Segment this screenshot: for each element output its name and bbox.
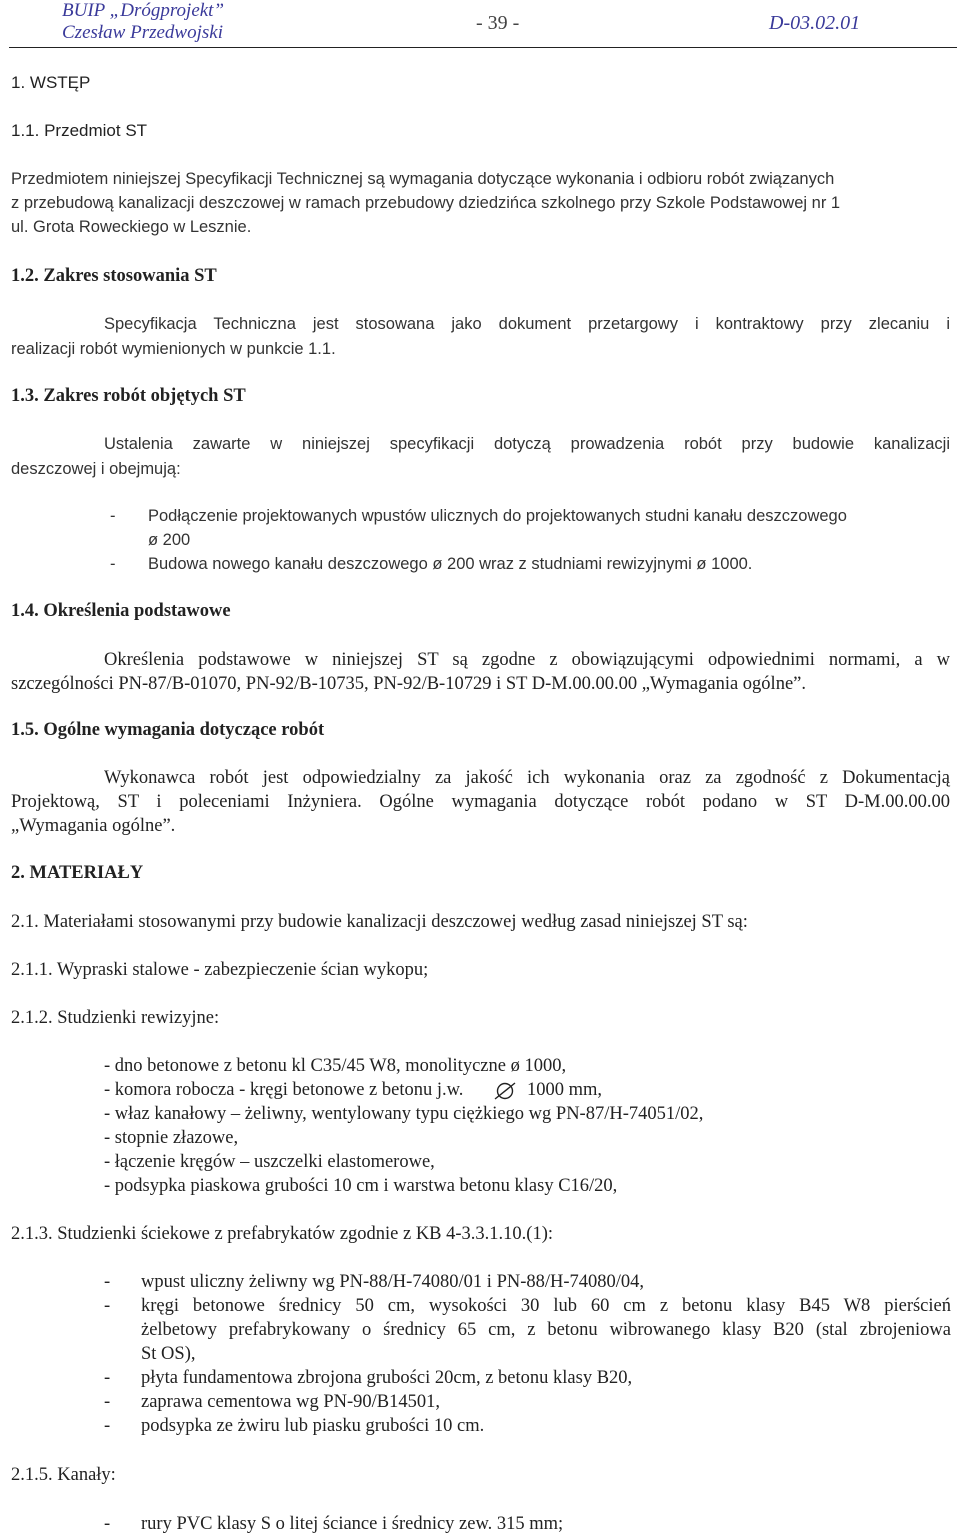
- list-dash: -: [110, 555, 116, 573]
- list-dash: -: [104, 1296, 111, 1316]
- list-item: płyta fundamentowa zbrojona grubości 20cm, z betonu klasy B20,: [141, 1368, 633, 1388]
- paragraph-1-5-line: Wykonawca robót jest odpowiedzialny za jakość ich wykonania oraz za zgodność z Dokumentacją: [104, 768, 950, 788]
- list-dash: -: [104, 1272, 111, 1292]
- paragraph-1-4-line: Określenia podstawowe w niniejszej ST są zgodne z obowiązującymi odpowiednimi normami, a w: [104, 650, 950, 670]
- header-divider: [9, 47, 957, 48]
- header-company: BUIP „Drógprojekt”: [62, 0, 225, 21]
- list-item: wpust uliczny żeliwny wg PN-88/H-74080/01 i PN-88/H-74080/04,: [141, 1272, 645, 1292]
- paragraph-1-1-line: Przedmiotem niniejszej Specyfikacji Technicznej są wymagania dotyczące wykonania i odbioru robót związanych: [11, 170, 835, 188]
- paragraph-1-4-line: szczególności PN-87/B-01070, PN-92/B-10735, PN-92/B-10729 i ST D-M.00.00.00 „Wymagania ogólne”.: [11, 674, 806, 694]
- list-dash: -: [104, 1416, 111, 1436]
- section-heading-1-2: 1.2. Zakres stosowania ST: [11, 266, 217, 286]
- list-item: 1000 mm,: [527, 1080, 603, 1100]
- list-item: rury PVC klasy S o litej ściance i średnicy zew. 315 mm;: [141, 1514, 564, 1534]
- list-item: - łączenie kręgów – uszczelki elastomerowe,: [104, 1152, 435, 1172]
- paragraph-1-1-line: ul. Grota Roweckiego w Lesznie.: [11, 218, 252, 236]
- paragraph-1-3-line: Ustalenia zawarte w niniejszej specyfikacji dotyczą prowadzenia robót przy budowie kanalizacji: [104, 435, 950, 453]
- paragraph-2-1-3: 2.1.3. Studzienki ściekowe z prefabrykatów zgodnie z KB 4-3.3.1.10.(1):: [11, 1224, 554, 1244]
- paragraph-1-5-line: Projektową, ST i poleceniami Inżyniera. Ogólne wymagania dotyczące robót podano w ST D-M.00.00.00: [11, 792, 950, 812]
- section-heading-1-5: 1.5. Ogólne wymagania dotyczące robót: [11, 720, 325, 740]
- list-dash: -: [104, 1392, 111, 1412]
- paragraph-1-5-line: „Wymagania ogólne”.: [11, 816, 176, 836]
- list-dash: -: [104, 1514, 111, 1534]
- list-item: zaprawa cementowa wg PN-90/B14501,: [141, 1392, 440, 1412]
- list-item: - właz kanałowy – żeliwny, wentylowany typu ciężkiego wg PN-87/H-74051/02,: [104, 1104, 704, 1124]
- paragraph-2-1-1: 2.1.1. Wypraski stalowe - zabezpieczenie ścian wykopu;: [11, 960, 429, 980]
- paragraph-1-3-line: deszczowej i obejmują:: [11, 460, 181, 478]
- list-item: - komora robocza - kręgi betonowe z betonu j.w.: [104, 1080, 464, 1100]
- section-heading-1-3: 1.3. Zakres robót objętych ST: [11, 386, 246, 406]
- list-item: Podłączenie projektowanych wpustów ulicznych do projektowanych studni kanału deszczowego: [148, 507, 847, 525]
- list-item: - dno betonowe z betonu kl C35/45 W8, monolityczne ø 1000,: [104, 1056, 567, 1076]
- list-dash: -: [110, 507, 116, 525]
- paragraph-2-1-5: 2.1.5. Kanały:: [11, 1465, 116, 1485]
- list-item: - podsypka piaskowa grubości 10 cm i warstwa betonu klasy C16/20,: [104, 1176, 618, 1196]
- list-item: ø 200: [148, 531, 191, 549]
- section-heading-1-1: 1.1. Przedmiot ST: [11, 121, 148, 140]
- paragraph-2-1-2: 2.1.2. Studzienki rewizyjne:: [11, 1008, 220, 1028]
- section-heading-1-4: 1.4. Określenia podstawowe: [11, 601, 231, 621]
- paragraph-1-1-line: z przebudową kanalizacji deszczowej w ramach przebudowy dziedzińca szkolnego przy Szkole Podstawowej nr 1: [11, 194, 841, 212]
- list-dash: -: [104, 1368, 111, 1388]
- list-item: Budowa nowego kanału deszczowego ø 200 wraz z studniami rewizyjnymi ø 1000.: [148, 555, 753, 573]
- paragraph-2-1: 2.1. Materiałami stosowanymi przy budowie kanalizacji deszczowej według zasad niniejszej ST są:: [11, 912, 748, 932]
- list-item: kręgi betonowe średnicy 50 cm, wysokości 30 lub 60 cm z betonu klasy B45 W8 pierścień: [141, 1296, 951, 1316]
- section-heading-1: 1. WSTĘP: [11, 73, 91, 92]
- section-heading-2: 2. MATERIAŁY: [11, 863, 144, 883]
- list-item: St OS),: [141, 1344, 196, 1364]
- list-item: podsypka ze żwiru lub piasku grubości 10 cm.: [141, 1416, 485, 1436]
- list-item: - stopnie złazowe,: [104, 1128, 239, 1148]
- list-item: żelbetowy prefabrykowany o średnicy 65 cm, z betonu wibrowanego klasy B20 (stal zbrojeniowa: [141, 1320, 951, 1340]
- document-code: D-03.02.01: [769, 12, 861, 34]
- header-author: Czesław Przedwojski: [62, 22, 223, 43]
- paragraph-1-2-line: Specyfikacja Techniczna jest stosowana jako dokument przetargowy i kontraktowy przy zlecaniu i: [104, 315, 950, 333]
- diameter-icon: [492, 1082, 518, 1100]
- page-number: - 39 -: [476, 12, 520, 34]
- paragraph-1-2-line: realizacji robót wymienionych w punkcie 1.1.: [11, 340, 336, 358]
